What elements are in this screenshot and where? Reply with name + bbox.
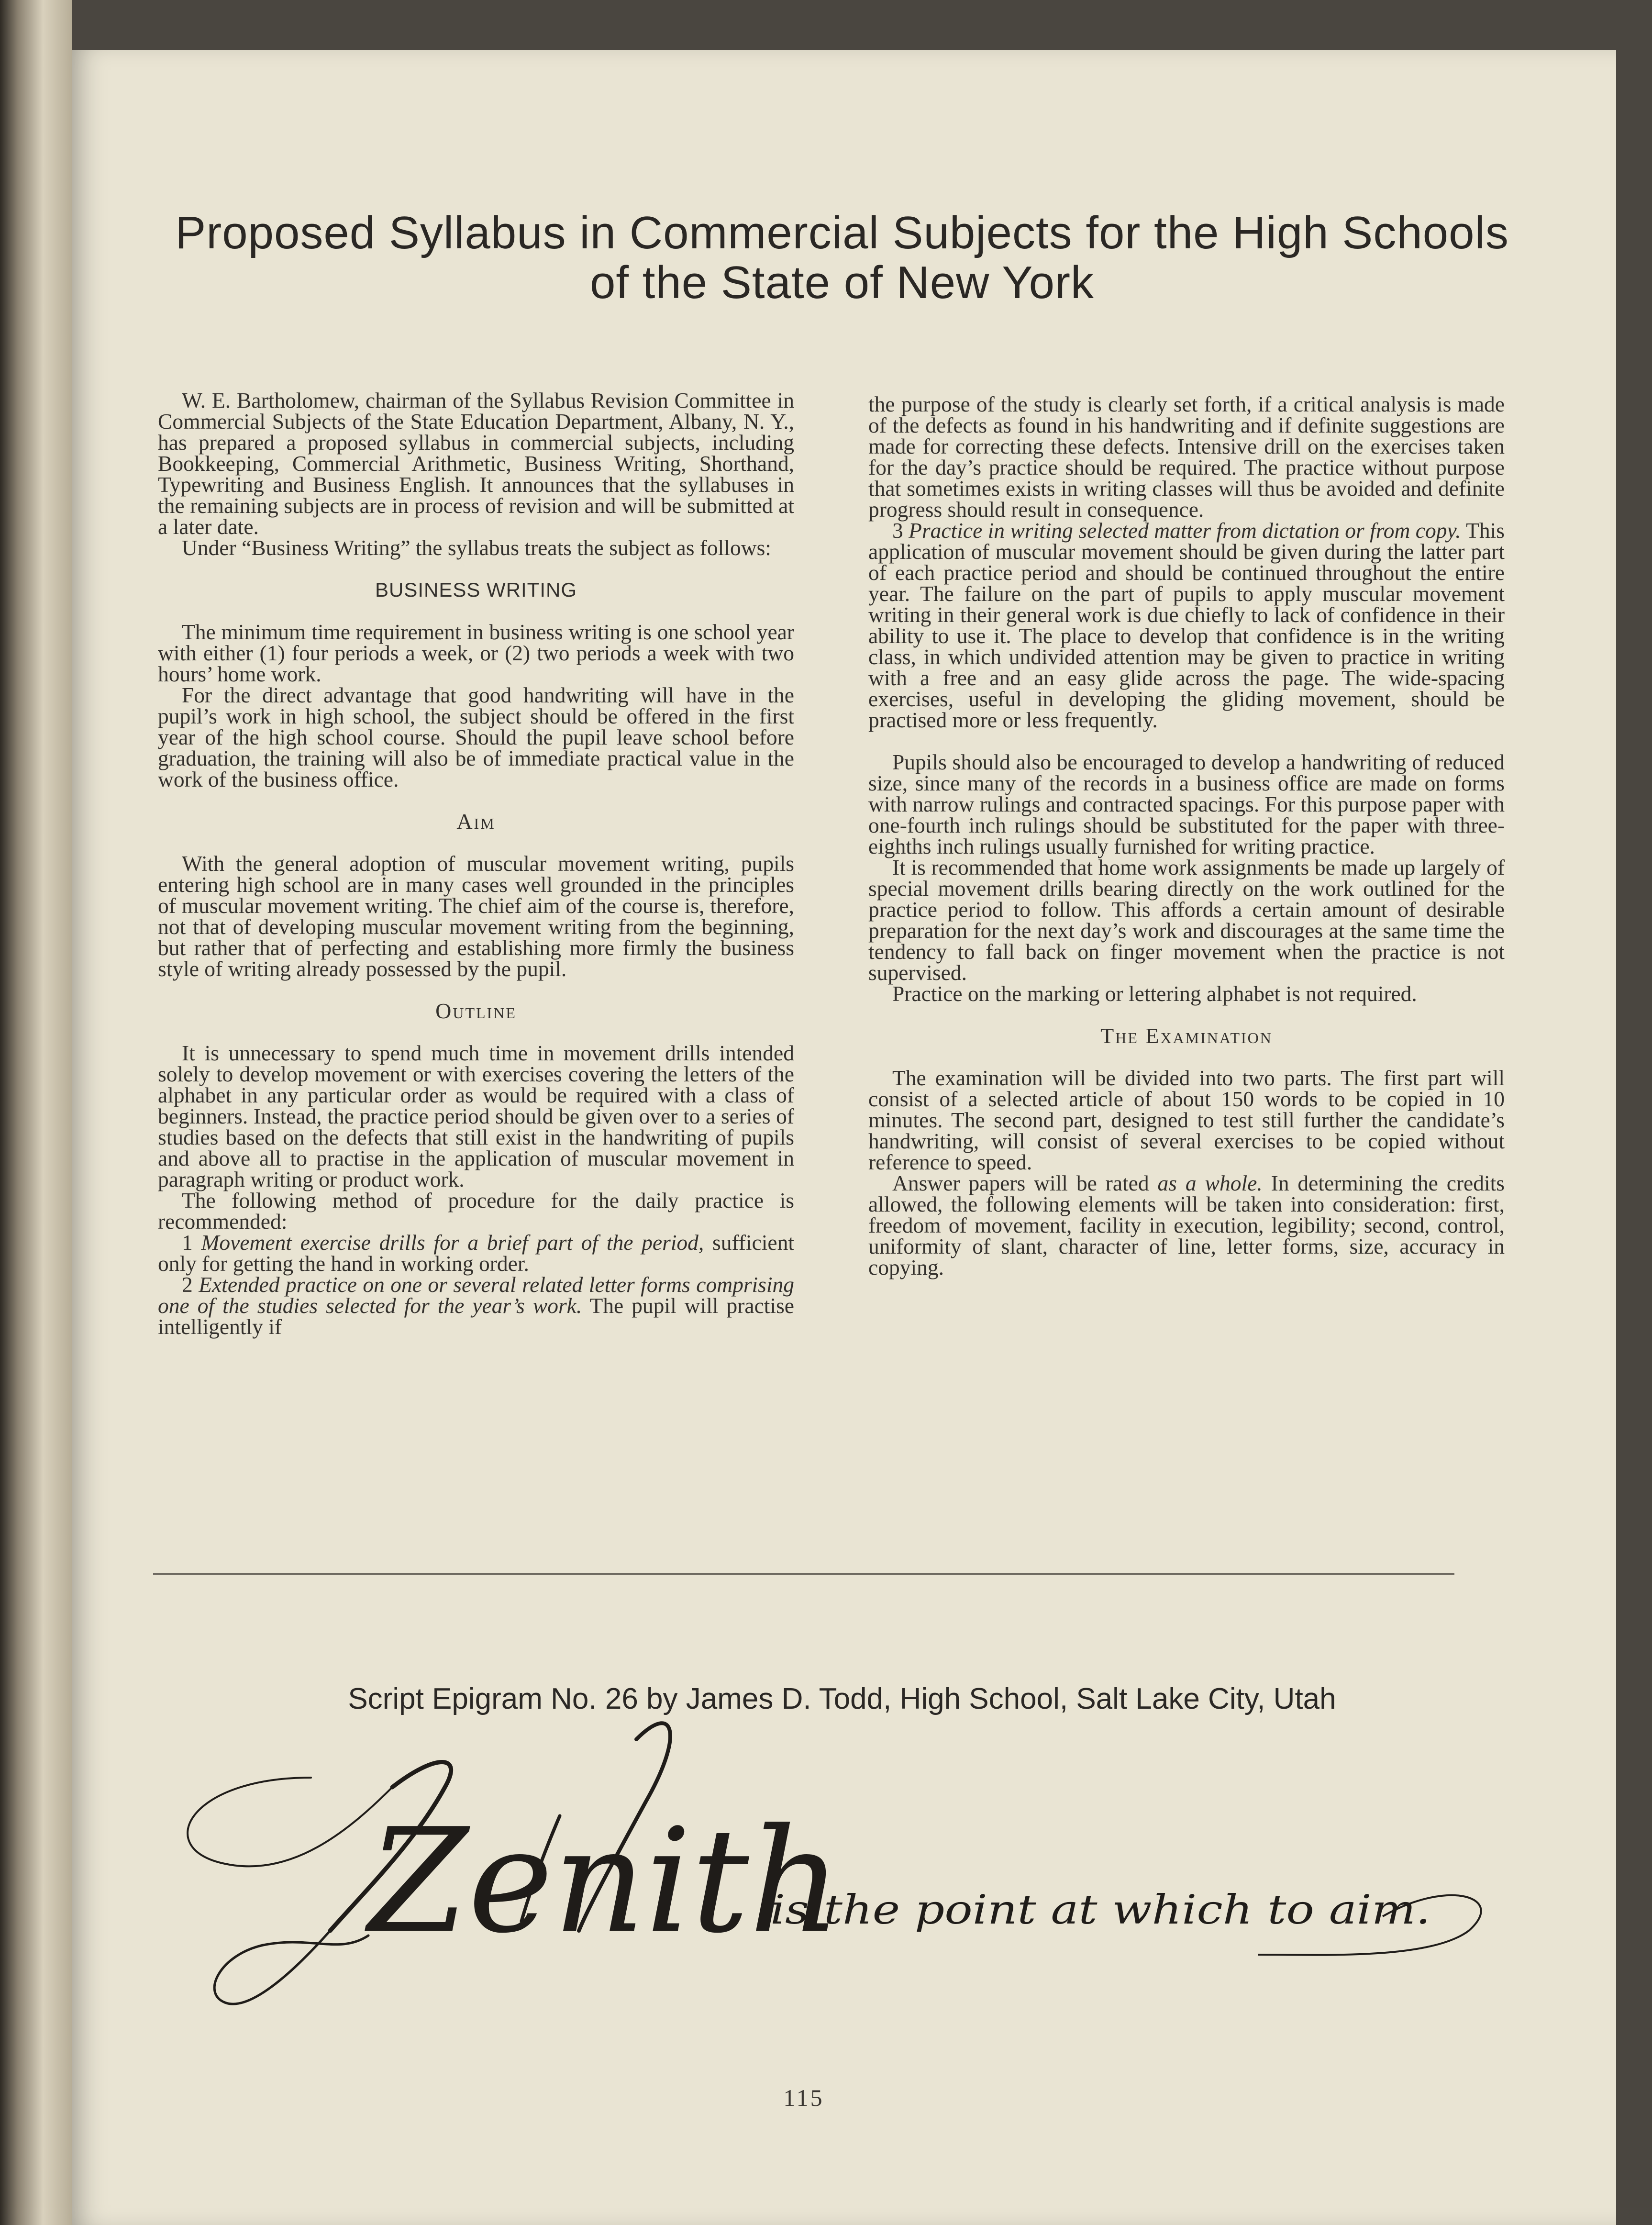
item-text: The pupil will practise intelligently if (158, 1293, 794, 1339)
book-spine-shadow (0, 0, 72, 2225)
item-number: 1 (182, 1230, 193, 1255)
article-title (124, 208, 1560, 308)
title-line-2: of the State of New York (590, 257, 1094, 308)
epigram-caption: Script Epigram No. 26 by James D. Todd, High School, Salt Lake City, Utah (348, 1682, 1336, 1715)
script-phrase: is the point at which to aim. (770, 1886, 1430, 1933)
heading-aim: Aim (456, 809, 496, 834)
item-italic-text: Extended practice on one or several related letter forms comprising one of the studies selected for the year’s work. (158, 1272, 795, 1318)
item-text: This application of muscular movement should be given during the latter part of each practice period and should be continued throughout the entire year. The failure on the part of pupils to apply muscular movement writing in their general work is due chiefly to lack of confidence in their ability to use it. The place to develop that confidence is in the writing class, in which undivided attention may be given to practice in writing with a free and an easy glide across the page. The wide-spacing exercises, useful in developing the gliding movement, should be practised more or less frequently. (868, 518, 1505, 732)
exam-italic: as a whole. (1157, 1171, 1263, 1195)
home-work-paragraph: It is recommended that home work assignments be made up largely of special movement drills bearing directly on the work outlined for the practice period to follow. This affords a certain amount of desirable preparation for the next day’s work and discourages at the same time the tendency to fall back on finger movement when the practice is not supervised. (868, 855, 1505, 985)
item-number: 3 (892, 518, 903, 543)
item-italic-text: Movement exercise drills for a brief part of the period, (201, 1230, 704, 1255)
horizontal-divider (153, 1573, 1454, 1575)
continued-paragraph: the purpose of the study is clearly set forth, if a critical analysis is made of the defects as found in his handwriting and if definite suggestions are made for correcting these defects. Intensive drill on the exercises taken for the day’s practice should be required. The practice without purpose that sometimes exists in writing classes will thus be avoided and definite progress should result in consequence. (868, 392, 1505, 522)
magazine-page (72, 50, 1616, 2225)
heading-examination: The Examination (1100, 1024, 1273, 1048)
item-text: sufficient only for getting the hand in working order. (158, 1230, 794, 1276)
exam-text-b: In determining the credits allowed, the following elements will be taken into consideration: first, freedom of movement, facility in execution, legibility; second, control, uniformity of slant, character of line, letter forms, size, accuracy in copying. (868, 1171, 1505, 1279)
examination-paragraph-1: The examination will be divided into two parts. The first part will consist of a selected article of about 150 words to be copied in 10 minutes. The second part, designed to test still further the candidate’s handwriting, will consist of several exercises to be copied without reference to speed. (868, 1066, 1505, 1174)
procedure-item-1 (158, 1232, 794, 1274)
heading-business-writing: BUSINESS WRITING (375, 578, 577, 601)
left-column (158, 390, 794, 1337)
right-column (868, 394, 1505, 1278)
procedure-item-2 (158, 1274, 794, 1337)
intro-paragraph-1: W. E. Bartholomew, chairman of the Syllabus Revision Committee in Commercial Subjects of the State Education Department, Albany, N. Y., has prepared a proposed syllabus in commercial subjects, including Bookkeeping, Commercial Arithmetic, Business Writing, Shorthand, Typewriting and Business English. It announces that the syllabuses in the remaining subjects are in process of revision and will be submitted at a later date. (158, 388, 794, 539)
aim-paragraph: With the general adoption of muscular movement writing, pupils entering high school are in many cases well grounded in the principles of muscular movement writing. The chief aim of the course is, therefore, not that of developing muscular movement writing from the beginning, but rather that of perfecting and establishing more firmly the business style of writing already possessed by the pupil. (158, 851, 794, 981)
business-writing-paragraph-1: The minimum time requirement in business writing is one school year with either (1) four periods a week, or (2) two periods a week with two hours’ home work. (158, 620, 794, 686)
script-big-word: Zenith (368, 1798, 842, 1965)
business-writing-paragraph-2: For the direct advantage that good handwriting will have in the pupil’s work in high school, the subject should be offered in the first year of the high school course. Should the pupil leave school before graduation, the training will also be of immediate practical value in the work of the business office. (158, 683, 794, 791)
exam-text-a: Answer papers will be rated (892, 1171, 1149, 1195)
examination-paragraph-2 (868, 1173, 1505, 1278)
procedure-item-3 (868, 520, 1505, 731)
page-number: 115 (783, 2084, 824, 2111)
outline-paragraph-1: It is unnecessary to spend much time in movement drills intended solely to develop movement or with exercises covering the letters of the alphabet in any particular order as would be required with a class of beginners. Instead, the practice period should be given over to a series of studies based on the defects that still exist in the handwriting of pupils and above all to practise in the application of muscular movement in paragraph writing or product work. (158, 1041, 794, 1191)
title-line-1: Proposed Syllabus in Commercial Subjects for the High Schools (175, 207, 1509, 258)
outline-paragraph-2: The following method of procedure for the daily practice is recommended: (158, 1188, 794, 1234)
marking-alphabet-paragraph: Practice on the marking or lettering alphabet is not required. (892, 981, 1417, 1006)
item-number: 2 (182, 1272, 193, 1297)
reduced-size-paragraph: Pupils should also be encouraged to develop a handwriting of reduced size, since many of the records in a business office are made on forms with narrow rulings and contracted spacings. For this purpose paper with one-fourth inch rulings should be substituted for the paper with three-eighths inch rulings usually furnished for writing practice. (868, 750, 1505, 858)
script-epigram-image (167, 1706, 1507, 2041)
capital-z-loop (214, 1931, 368, 2004)
flourish-oval-stroke (188, 1778, 392, 1866)
heading-outline: Outline (435, 999, 517, 1023)
item-italic-text: Practice in writing selected matter from dictation or from copy. (909, 518, 1461, 543)
intro-paragraph-2: Under “Business Writing” the syllabus treats the subject as follows: (182, 535, 771, 560)
